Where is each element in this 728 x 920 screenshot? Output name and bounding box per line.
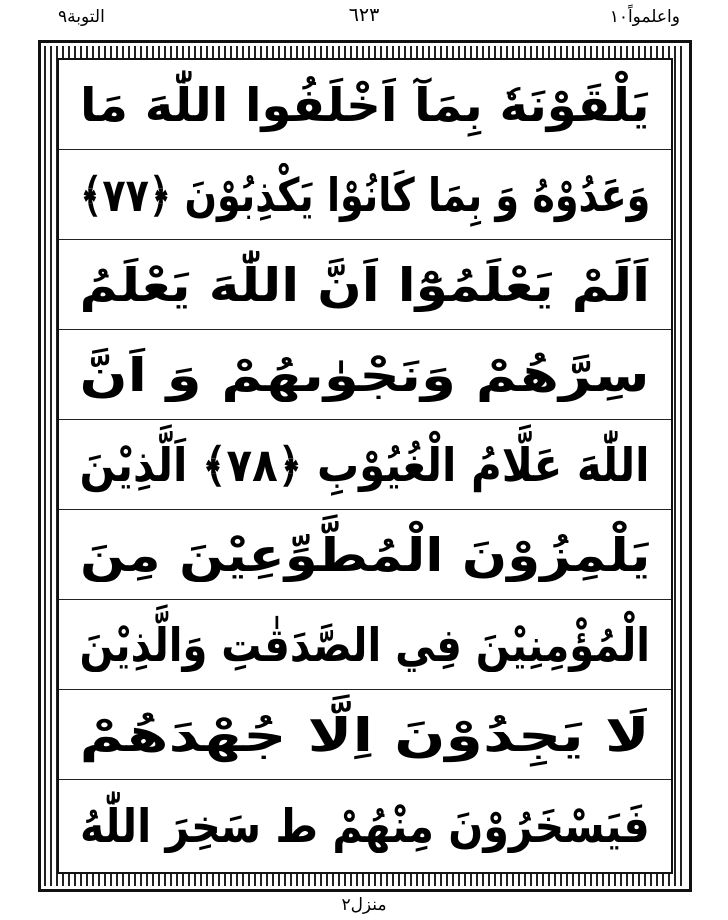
quran-line-6 [59, 510, 671, 600]
surah-name-header: التوبة٩ [58, 7, 105, 27]
quran-line-2 [59, 150, 671, 240]
juz-name-header: واعلمواً١٠ [609, 7, 680, 27]
quran-line-text: وَعَدُوْهُ وَ بِمَا كَانُوْا يَكْذِبُوْنَ ﴿٧٧﴾ [79, 167, 651, 222]
text-panel [57, 58, 673, 874]
quran-line-8 [59, 690, 671, 780]
quran-line-text: يَلْقَوْنَهٗ بِمَآ اَخْلَفُوا اللّٰهَ مَا [80, 77, 650, 132]
quran-line-7 [59, 600, 671, 690]
quran-line-text: اللّٰهَ عَلَّامُ الْغُيُوْبِ ﴿٧٨﴾ اَلَّذِيْنَ [79, 437, 651, 492]
quran-line-text: يَلْمِزُوْنَ الْمُطَّوِّعِيْنَ مِنَ [79, 527, 651, 582]
quran-line-text: اَلَمْ يَعْلَمُوْٓا اَنَّ اللّٰهَ يَعْلَمُ [79, 257, 651, 312]
quran-line-9 [59, 780, 671, 872]
text-lines [59, 60, 671, 872]
quran-line-text: الْمُؤْمِنِيْنَ فِي الصَّدَقٰتِ وَالَّذِيْنَ [79, 617, 651, 672]
page-number: ٦٢٣ [348, 4, 380, 26]
quran-line-text: لَا يَجِدُوْنَ اِلَّا جُهْدَهُمْ [79, 707, 651, 762]
quran-line-text: سِرَّهُمْ وَنَجْوٰىهُمْ وَ اَنَّ [79, 347, 651, 402]
manzil-footer: منزل٢ [341, 895, 387, 915]
quran-line-3 [59, 240, 671, 330]
quran-line-4 [59, 330, 671, 420]
quran-line-5 [59, 420, 671, 510]
quran-line-text: فَيَسْخَرُوْنَ مِنْهُمْ ط سَخِرَ اللّٰهُ [80, 799, 650, 853]
quran-line-1 [59, 60, 671, 150]
